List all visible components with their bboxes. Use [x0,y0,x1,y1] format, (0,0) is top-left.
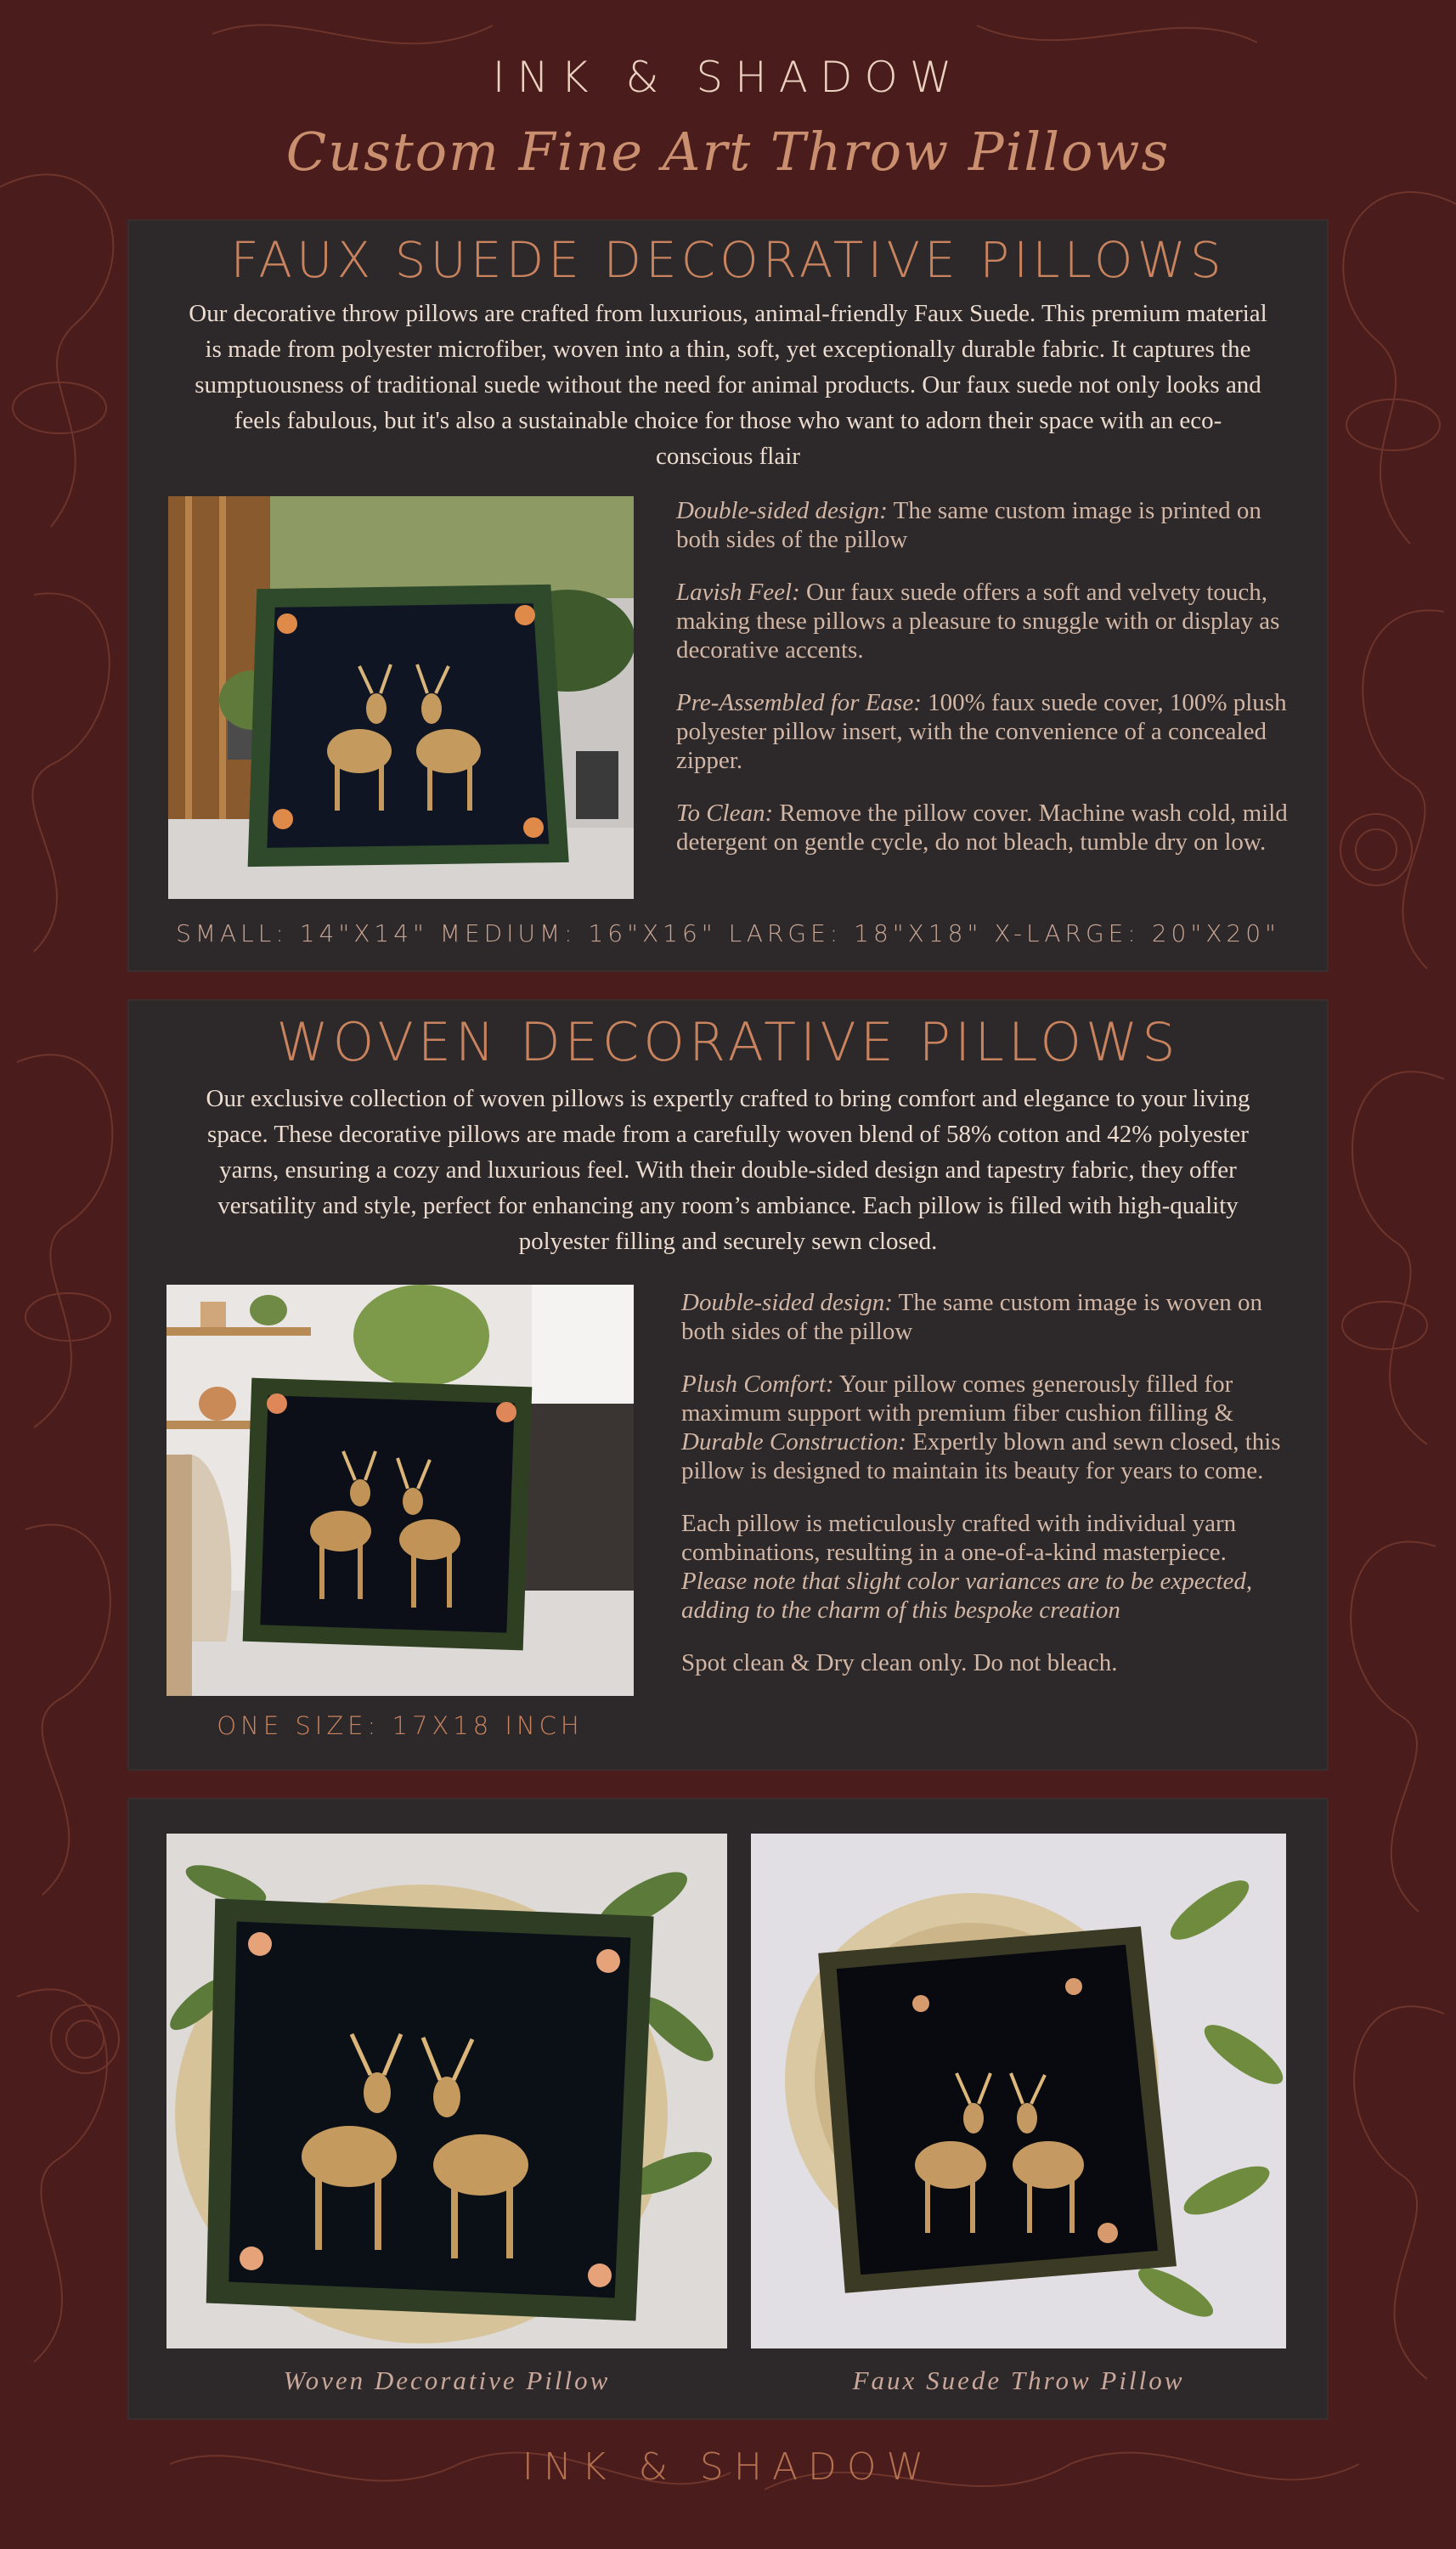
brand-footer: INK & SHADOW [522,2445,934,2489]
feature-care: Spot clean & Dry clean only. Do not bleach. [681,1649,1118,1676]
faux-suede-panel [127,219,1329,972]
gallery-panel [127,1798,1329,2420]
feature-crafted-note: Each pillow is meticulously crafted with individual yarn combinations, resulting in a one-of-a-kind masterpiece. Please note that slight color variances are to be expected, adding to the charm of this bespoke creation [681,1510,1253,1624]
feature-lavish-feel: Lavish Feel: Our faux suede offers a soft and velvety touch, making these pillows a pleasure to snuggle with or display as decorative accents. [676,579,1280,664]
faux-suede-features [676,496,1288,880]
woven-intro: Our exclusive collection of woven pillows is expertly crafted to bring comfort and elegance to your living space. These decorative pillows are made from a carefully woven blend of 58% cotton and 42% polyester yarns, ensuring a cozy and luxurious feel. With their double-sided design and tapestry fabric, they offer versatility and style, perfect for enhancing any room’s ambiance. Each pillow is filled with high-quality polyester filling and securely sewn closed. [206,1085,1250,1255]
feature-to-clean: To Clean: Remove the pillow cover. Machine wash cold, mild detergent on gentle cycle, do not bleach, tumble dry on low. [676,800,1288,856]
woven-product-photo [166,1285,634,1696]
woven-title: WOVEN DECORATIVE PILLOWS [276,1011,1180,1073]
caption-faux-suede-pillow: Faux Suede Throw Pillow [852,2365,1185,2395]
feature-double-sided: Double-sided design: The same custom image is printed on both sides of the pillow [676,497,1261,553]
feature-double-sided: Double-sided design: The same custom image is woven on both sides of the pillow [681,1289,1263,1345]
brand-header: INK & SHADOW [492,53,964,102]
feature-pre-assembled: Pre-Assembled for Ease: 100% faux suede cover, 100% plush polyester pillow insert, with the convenience of a concealed zipper. [676,689,1287,774]
faux-suede-intro: Our decorative throw pillows are crafted from luxurious, animal-friendly Faux Suede. This premium material is made from polyester microfiber, woven into a thin, soft, yet exceptionally durable fabric. It captures the sumptuousness of traditional suede without the need for animal products. Our faux suede not only looks and feels fabulous, but it's also a sustainable choice for those who want to adorn their space with an eco-conscious flair [189,300,1267,470]
faux-suede-product-photo [168,496,634,899]
woven-pillow-photo [166,1834,727,2348]
feature-plush-comfort: Plush Comfort: Your pillow comes generously filled for maximum support with premium fiber cushion filling & Durable Construction: Expertly blown and sewn closed, this pillow is designed to maintain its beauty for years to come. [681,1371,1281,1484]
faux-suede-sizes: SMALL: 14"X14" MEDIUM: 16"X16" LARGE: 18"X18" X-LARGE: 20"X20" [176,919,1280,947]
woven-panel [127,999,1329,1771]
woven-size: ONE SIZE: 17X18 INCH [217,1711,584,1740]
page-subtitle: Custom Fine Art Throw Pillows [285,121,1171,183]
caption-woven-pillow: Woven Decorative Pillow [283,2365,611,2395]
woven-features [681,1288,1290,1701]
faux-suede-title: FAUX SUEDE DECORATIVE PILLOWS [230,231,1226,289]
faux-suede-pillow-photo [751,1834,1286,2348]
